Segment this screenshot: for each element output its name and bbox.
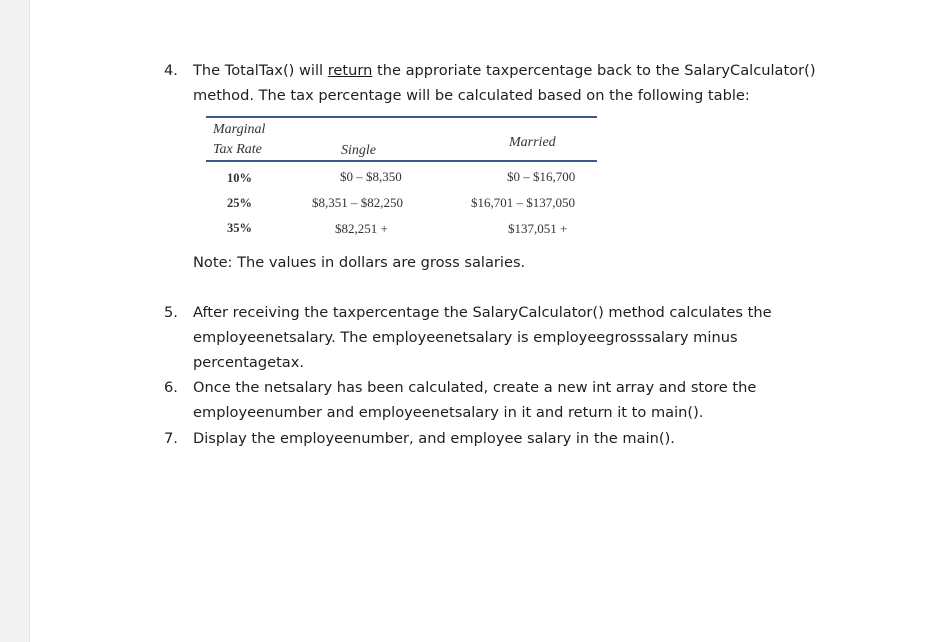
list-number: 7. [164,430,178,447]
list-item-line [193,58,816,83]
list-item-line: employeenumber and employeenetsalary in it and return it to main(). [193,404,704,421]
table-cell-married: $16,701 – $137,050 [471,195,575,210]
list-item-text [193,375,756,425]
list-item-line: employeenetsalary. The employeenetsalary is employeegrosssalary minus [193,329,738,346]
table-header-rule [206,160,597,162]
table-cell-married: $137,051 + [508,221,568,236]
table-cell-rate: 10% [227,171,252,185]
text-run: The TotalTax() will [193,62,328,79]
table-cell-single: $8,351 – $82,250 [312,195,403,210]
list-number: 6. [164,379,178,396]
table-cell-rate: 35% [227,221,252,235]
list-number: 5. [164,304,178,321]
list-item-line: After receiving the taxpercentage the SalaryCalculator() method calculates the [193,304,772,321]
table-cell-married: $0 – $16,700 [507,169,576,184]
list-item-text [193,58,816,108]
tax-rate-table [206,116,597,246]
table-note: Note: The values in dollars are gross salaries. [193,254,526,271]
list-item-line: Display the employeenumber, and employee salary in the main(). [193,430,675,447]
underlined-word: return [327,62,373,79]
header-married: Married [509,135,556,150]
list-item-line: method. The tax percentage will be calculated based on the following table: [193,87,750,104]
text-run: the approriate taxpercentage back to the SalaryCalculator() [372,62,816,79]
list-number: 4. [164,62,178,79]
document-left-margin [0,0,30,642]
table-cell-single: $0 – $8,350 [340,169,402,184]
list-item-line: Once the netsalary has been calculated, create a new int array and store the [193,379,757,396]
header-single: Single [341,143,376,158]
table-top-rule [206,116,597,118]
list-item-text [193,426,675,451]
header-rate-line2: Tax Rate [213,142,262,157]
header-rate-line1: Marginal [213,122,266,137]
list-item-line: percentagetax. [193,354,305,371]
list-item-text [193,300,772,375]
table-cell-single: $82,251 + [335,221,388,236]
table-cell-rate: 25% [227,196,252,210]
